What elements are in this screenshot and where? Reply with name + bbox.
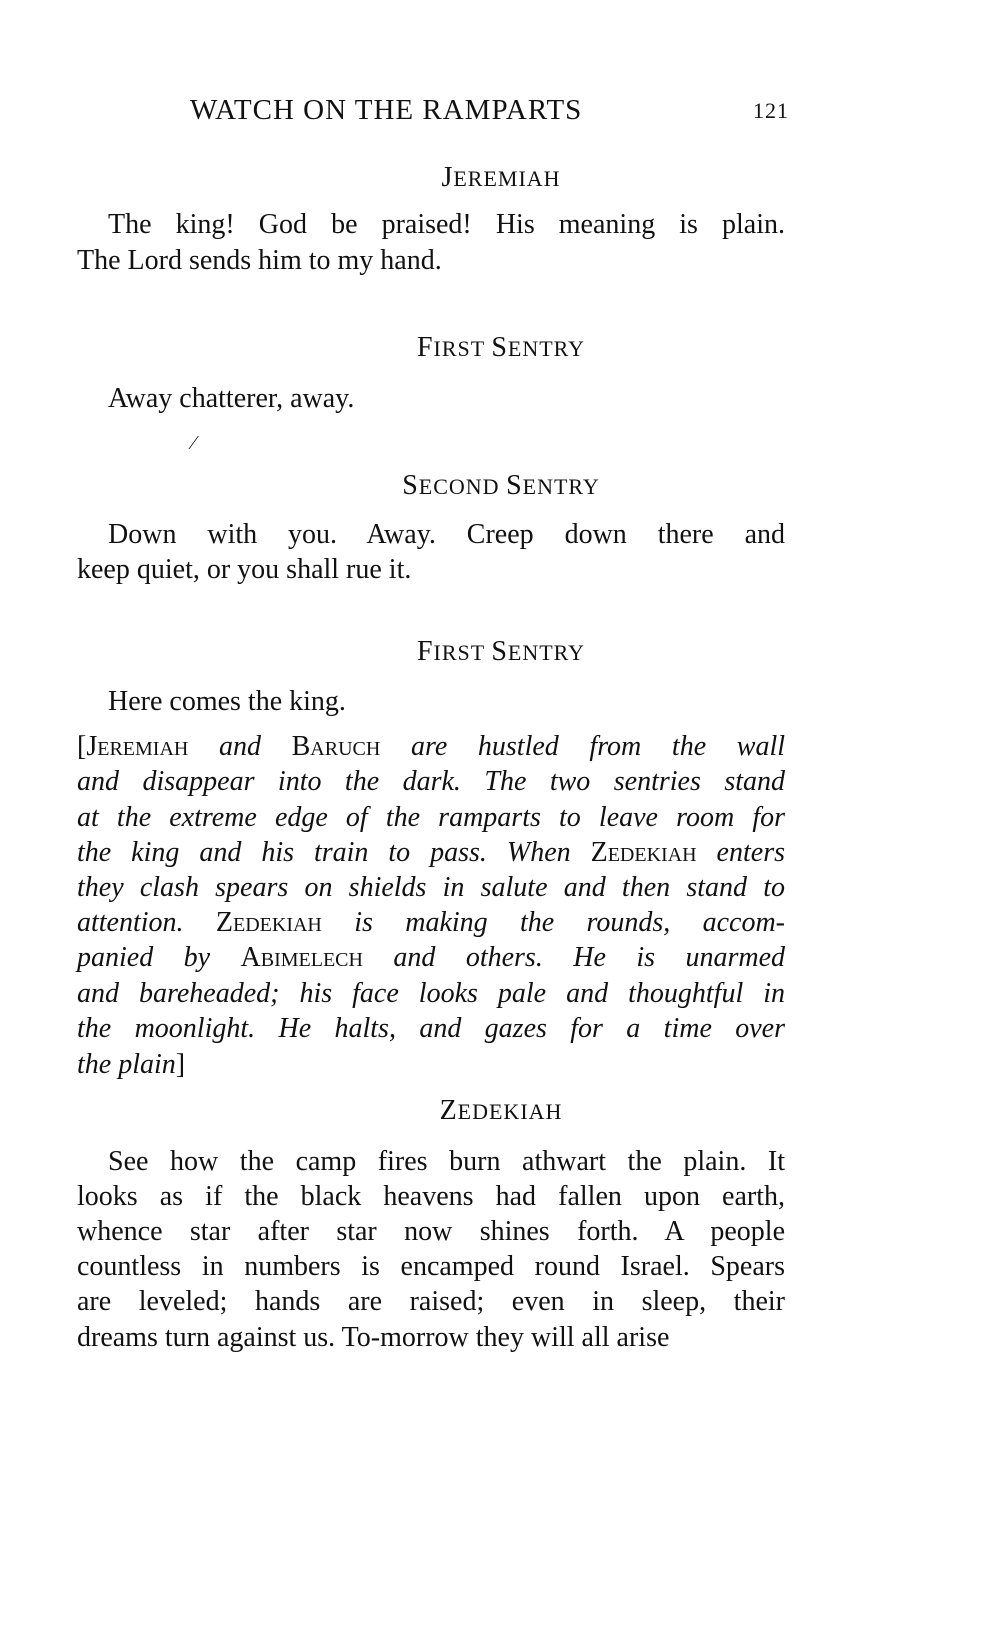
text-segment: attention. (77, 907, 216, 938)
speaker-rest: ENTRY (507, 640, 586, 665)
dialogue-line (77, 244, 785, 278)
stage-direction-line (77, 730, 785, 764)
stage-direction-line (77, 941, 785, 975)
text-segment: countless in numbers is encamped round Israel. Spears (77, 1251, 785, 1282)
speaker-name (0, 162, 1002, 194)
stage-direction-line (77, 1012, 785, 1046)
text-segment: The king! God be praised! His meaning is plain. (108, 209, 785, 240)
dialogue-line (108, 208, 785, 242)
speaker-initial: Z (439, 1095, 458, 1126)
speaker-initial: S (491, 332, 508, 363)
text-segment: keep quiet, or you shall rue it. (77, 554, 412, 585)
speaker-initial: S (491, 636, 508, 667)
running-title: WATCH ON THE RAMPARTS (190, 94, 583, 126)
dialogue-line (77, 1285, 785, 1319)
text-segment: enters (696, 837, 785, 868)
dialogue-line (108, 1145, 785, 1179)
text-segment: and bareheaded; his face looks pale and thoughtful in (77, 978, 785, 1009)
stage-direction-line (77, 871, 785, 905)
text-segment: at the extreme edge of the ramparts to leave room for (77, 802, 785, 833)
text-segment: Zedekiah (215, 907, 322, 938)
text-segment: Down with you. Away. Creep down there and (108, 519, 785, 550)
text-segment: looks as if the black heavens had fallen upon earth, (77, 1181, 785, 1212)
speaker-initial: J (441, 162, 454, 193)
text-segment: the plain (77, 1049, 176, 1080)
text-segment: dreams turn against us. To-morrow they will all arise (77, 1322, 670, 1353)
text-segment: Abimelech (240, 942, 363, 973)
dialogue-line (77, 1321, 785, 1355)
stage-direction-line (77, 906, 785, 940)
text-segment: is making the rounds, accom- (321, 907, 786, 938)
dialogue-line (77, 1250, 785, 1284)
speaker-initial: F (416, 636, 434, 667)
speaker-rest: ENTRY (522, 474, 600, 499)
dialogue-line (108, 518, 785, 552)
text-segment: panied by (77, 942, 241, 973)
text-segment: the moonlight. He halts, and gazes for a time over (77, 1013, 785, 1044)
stage-direction-line (77, 801, 785, 835)
dialogue-line (108, 685, 785, 719)
text-segment: Jeremiah (86, 731, 189, 762)
speaker-initial: F (416, 332, 434, 363)
text-segment: are hustled from the wall (380, 731, 786, 762)
text-segment: the king and his train to pass. When (77, 837, 591, 868)
speaker-name (0, 470, 1002, 502)
text-segment: [ (77, 731, 87, 762)
text-segment: Here comes the king. (108, 686, 346, 717)
stage-direction-line (77, 1048, 785, 1082)
page-number: 121 (753, 98, 789, 123)
text-segment: ] (175, 1049, 186, 1080)
stray-mark: ⁄ (192, 432, 196, 454)
text-segment: and (188, 731, 292, 762)
dialogue-line (77, 1180, 785, 1214)
text-segment: are leveled; hands are raised; even in sleep, their (77, 1286, 785, 1317)
speaker-rest: ECOND (418, 474, 500, 499)
speaker-rest: IRST (433, 336, 485, 361)
speaker-rest: EREMIAH (453, 166, 561, 191)
text-segment: The Lord sends him to my hand. (77, 245, 442, 276)
text-segment: Zedekiah (590, 837, 697, 868)
text-segment: and others. He is unarmed (362, 942, 785, 973)
dialogue-line (77, 1215, 785, 1249)
stage-direction-line (77, 765, 785, 799)
stage-direction-line (77, 977, 785, 1011)
speaker-name (0, 1095, 1002, 1127)
dialogue-line (108, 382, 785, 416)
text-segment: Baruch (291, 731, 381, 762)
text-segment: whence star after star now shines forth. A people (77, 1216, 785, 1247)
speaker-name (0, 636, 1002, 668)
speaker-rest: IRST (433, 640, 485, 665)
speaker-rest: EDEKIAH (457, 1099, 563, 1124)
speaker-initial: S (506, 470, 523, 501)
text-segment: Away chatterer, away. (108, 383, 355, 414)
speaker-initial: S (402, 470, 419, 501)
text-segment: See how the camp fires burn athwart the plain. It (108, 1146, 785, 1177)
stage-direction-line (77, 836, 785, 870)
text-segment: they clash spears on shields in salute and then stand to (77, 872, 785, 903)
text-segment: and disappear into the dark. The two sentries stand (77, 766, 785, 797)
speaker-name (0, 332, 1002, 364)
speaker-rest: ENTRY (507, 336, 586, 361)
dialogue-line (77, 553, 785, 587)
